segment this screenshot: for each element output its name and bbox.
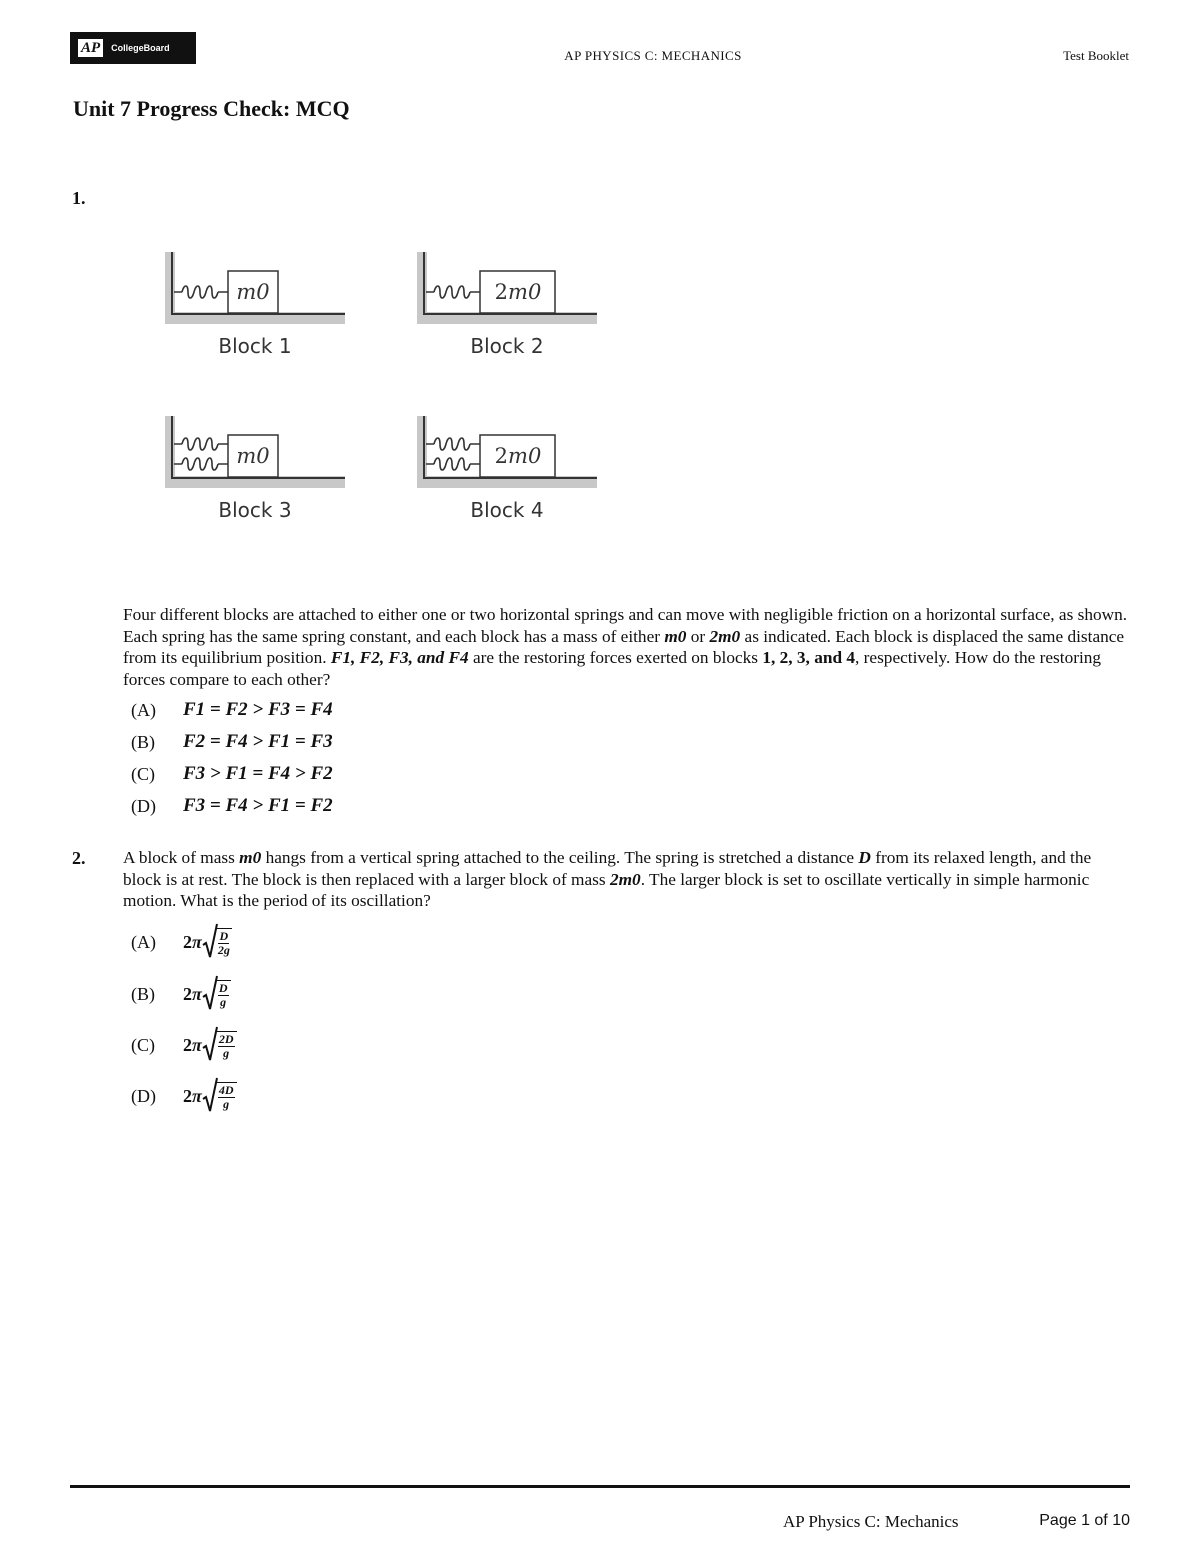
choice-expression: F3 > F1 = F4 > F2	[183, 763, 333, 784]
question-2-choice-b[interactable]	[131, 974, 231, 1014]
question-2-choice-c[interactable]	[131, 1025, 237, 1065]
choice-expression: 2 π $\frac{D}{2g}$	[183, 923, 232, 961]
header-booklet-label: Test Booklet	[1063, 48, 1129, 63]
footer-course-name: AP Physics C: Mechanics	[783, 1512, 959, 1531]
block-4-mass-label: 2m0	[494, 444, 542, 468]
logo-collegeboard-text: CollegeBoard	[111, 43, 170, 53]
question-1-choice-a[interactable]	[131, 696, 333, 724]
block-3-mass-label: m0	[236, 444, 270, 468]
choice-expression: 2 π $\frac{4D}{g}$	[183, 1077, 237, 1115]
header-course-title: AP PHYSICS C: MECHANICS	[564, 48, 742, 63]
question-1-choice-b[interactable]	[131, 728, 333, 756]
question-1-figure	[160, 244, 610, 538]
question-2-choice-a[interactable]	[131, 922, 232, 962]
logo-ap-text: AP	[78, 39, 103, 57]
choice-label: (A)	[131, 931, 156, 952]
block-3-caption: Block 3	[218, 498, 292, 522]
choice-label: (B)	[131, 731, 155, 752]
question-1-choice-c[interactable]	[131, 760, 333, 788]
question-1-stem: Four different blocks are attached to either one or two horizontal springs and can move with negligible friction on a horizontal surface, as shown. Each spring has the same spring constant, and each block has a mass of either m0 or 2m0 as indicated. Each block is displaced the same distance from its equilibrium position. F1, F2, F3, and F4 are the restoring forces exerted on blocks 1, 2, 3, and 4, respectively. How do the restoring forces compare to each other?	[123, 605, 1128, 689]
choice-label: (B)	[131, 983, 155, 1004]
choice-label: (D)	[131, 1085, 156, 1106]
choice-expression: 2 π $\frac{2D}{g}$	[183, 1026, 237, 1064]
choice-expression: F1 = F2 > F3 = F4	[183, 699, 333, 720]
block-2-mass-label: 2m0	[494, 280, 542, 304]
choice-label: (C)	[131, 1034, 155, 1055]
question-1-choice-d[interactable]	[131, 792, 333, 820]
block-2-caption: Block 2	[470, 334, 544, 358]
choice-label: (C)	[131, 763, 155, 784]
page-title: Unit 7 Progress Check: MCQ	[73, 96, 350, 121]
block-1-caption: Block 1	[218, 334, 292, 358]
question-2-choice-d[interactable]	[131, 1076, 237, 1116]
footer-divider	[70, 1485, 1130, 1488]
question-2-stem: A block of mass m0 hangs from a vertical spring attached to the ceiling. The spring is stretched a distance D from its relaxed length, and the block is at rest. The block is then replaced with a larger block of mass 2m0. The larger block is set to oscillate vertically in simple harmonic motion. What is the period of its oscillation?	[123, 848, 1092, 910]
choice-expression: F2 = F4 > F1 = F3	[183, 731, 333, 752]
block-1-mass-label: m0	[236, 280, 270, 304]
question-2-number: 2.	[72, 848, 86, 868]
footer-page-number: Page 1 of 10	[1039, 1512, 1130, 1529]
choice-label: (A)	[131, 699, 156, 720]
question-1-number: 1.	[72, 188, 86, 208]
spring-blocks-diagram	[160, 244, 610, 534]
choice-expression: F3 = F4 > F1 = F2	[183, 795, 333, 816]
choice-expression: 2 π $\frac{D}{g}$	[183, 975, 231, 1013]
choice-label: (D)	[131, 795, 156, 816]
block-4-caption: Block 4	[470, 498, 544, 522]
